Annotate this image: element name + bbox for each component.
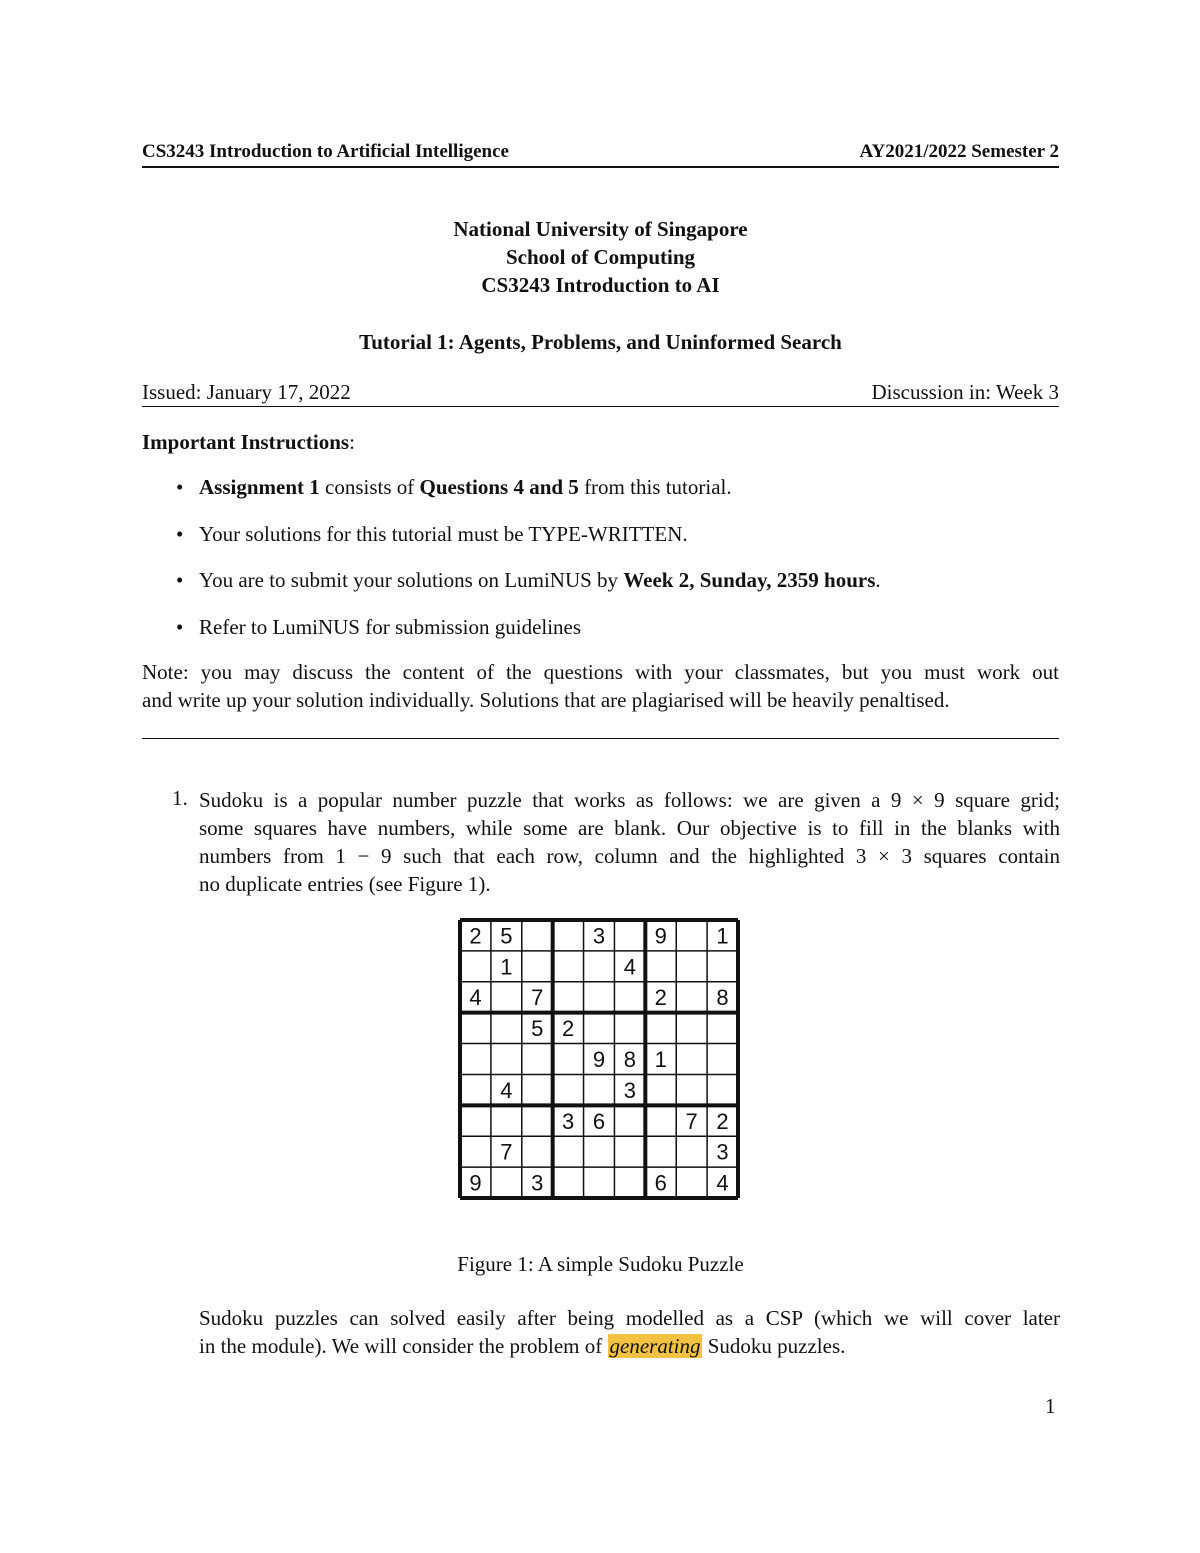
bullet-dot: • bbox=[176, 475, 184, 499]
sudoku-cell-value: 3 bbox=[592, 923, 606, 949]
sudoku-cell-value: 5 bbox=[531, 1016, 544, 1042]
header-semester: AY2021/2022 Semester 2 bbox=[859, 141, 1059, 162]
instruction-typewritten: Your solutions for this tutorial must be TYPE-WRITTEN. bbox=[199, 522, 688, 546]
issued-row bbox=[142, 380, 1059, 407]
instruction-assignment: Assignment 1 consists of Questions 4 and 5 from this tutorial. bbox=[199, 475, 732, 499]
sudoku-cell-value: 3 bbox=[623, 1077, 637, 1103]
sudoku-cell-value: 3 bbox=[531, 1170, 544, 1196]
figure-caption: Figure 1: A simple Sudoku Puzzle bbox=[457, 1252, 744, 1276]
instruction-submission: You are to submit your solutions on LumiNUS by Week 2, Sunday, 2359 hours. bbox=[199, 568, 881, 592]
sudoku-cell-value: 1 bbox=[500, 954, 513, 980]
sudoku-cell-value: 2 bbox=[654, 985, 667, 1011]
question-line-3: numbers from 1 − 9 such that each row, column and the highlighted 3 × 3 squares contain bbox=[199, 844, 1060, 868]
highlighted-word: generating bbox=[609, 1334, 701, 1358]
course-title: CS3243 Introduction to AI bbox=[481, 273, 720, 297]
sudoku-cell-value: 7 bbox=[685, 1108, 698, 1134]
tutorial-title: Tutorial 1: Agents, Problems, and Uninformed Search bbox=[359, 330, 842, 354]
discussion-week: Discussion in: Week 3 bbox=[871, 380, 1059, 404]
instruction-guidelines: Refer to LumiNUS for submission guidelines bbox=[199, 615, 582, 639]
sudoku-cell-value: 2 bbox=[561, 1016, 575, 1042]
sudoku-cell-value: 8 bbox=[623, 1047, 637, 1072]
sudoku-cell-value: 4 bbox=[623, 954, 637, 980]
question-number: 1. bbox=[172, 786, 188, 810]
running-header bbox=[142, 140, 1059, 168]
page-number: 1 bbox=[1045, 1394, 1056, 1418]
sudoku-svg bbox=[458, 918, 740, 1200]
sudoku-cell-value: 3 bbox=[716, 1139, 729, 1165]
sudoku-cell-value: 2 bbox=[716, 1108, 729, 1134]
school-name: School of Computing bbox=[505, 245, 696, 269]
sudoku-cell-value: 1 bbox=[654, 1047, 667, 1072]
sudoku-cell-value: 4 bbox=[716, 1170, 729, 1196]
sudoku-cell-value: 2 bbox=[469, 923, 482, 949]
sudoku-cell-value: 7 bbox=[500, 1139, 513, 1165]
sudoku-cell-value: 8 bbox=[716, 985, 729, 1011]
note-line-2: and write up your solution individually. Solutions that are plagiarised will be heavily penaltised. bbox=[142, 688, 950, 712]
issued-date: Issued: January 17, 2022 bbox=[142, 380, 351, 404]
instructions-heading: Important Instructions: bbox=[142, 430, 355, 454]
question-line-2: some squares have numbers, while some are blank. Our objective is to fill in the blanks with bbox=[199, 816, 1060, 840]
sudoku-cell-value: 4 bbox=[469, 985, 482, 1011]
sudoku-cell-value: 3 bbox=[561, 1108, 575, 1134]
bullet-dot: • bbox=[176, 568, 184, 592]
sudoku-cell-value: 6 bbox=[592, 1108, 606, 1134]
note-line-1: Note: you may discuss the content of the questions with your classmates, but you must work out bbox=[142, 660, 1059, 684]
header-course: CS3243 Introduction to Artificial Intelligence bbox=[142, 141, 509, 162]
sudoku-cell-value: 9 bbox=[592, 1047, 606, 1072]
sudoku-cell-value: 1 bbox=[716, 923, 729, 949]
university-name: National University of Singapore bbox=[453, 217, 748, 241]
question-line-4: no duplicate entries (see Figure 1). bbox=[199, 872, 491, 896]
bullet-dot: • bbox=[176, 615, 184, 639]
sudoku-cell-value: 5 bbox=[500, 923, 513, 949]
paragraph-line-1: Sudoku puzzles can solved easily after being modelled as a CSP (which we will cover later bbox=[199, 1306, 1060, 1330]
sudoku-cell-value: 9 bbox=[469, 1170, 482, 1196]
sudoku-grid bbox=[458, 918, 740, 1200]
question-line-1: Sudoku is a popular number puzzle that works as follows: we are given a 9 × 9 square grid; bbox=[199, 788, 1060, 812]
sudoku-cell-value: 4 bbox=[500, 1077, 513, 1103]
section-divider bbox=[142, 738, 1059, 739]
sudoku-cell-value: 9 bbox=[654, 923, 667, 949]
sudoku-cell-value: 6 bbox=[654, 1170, 667, 1196]
paragraph-line-2: in the module). We will consider the problem of generating Sudoku puzzles. bbox=[199, 1334, 846, 1358]
sudoku-cell-value: 7 bbox=[531, 985, 544, 1011]
bullet-dot: • bbox=[176, 522, 184, 546]
